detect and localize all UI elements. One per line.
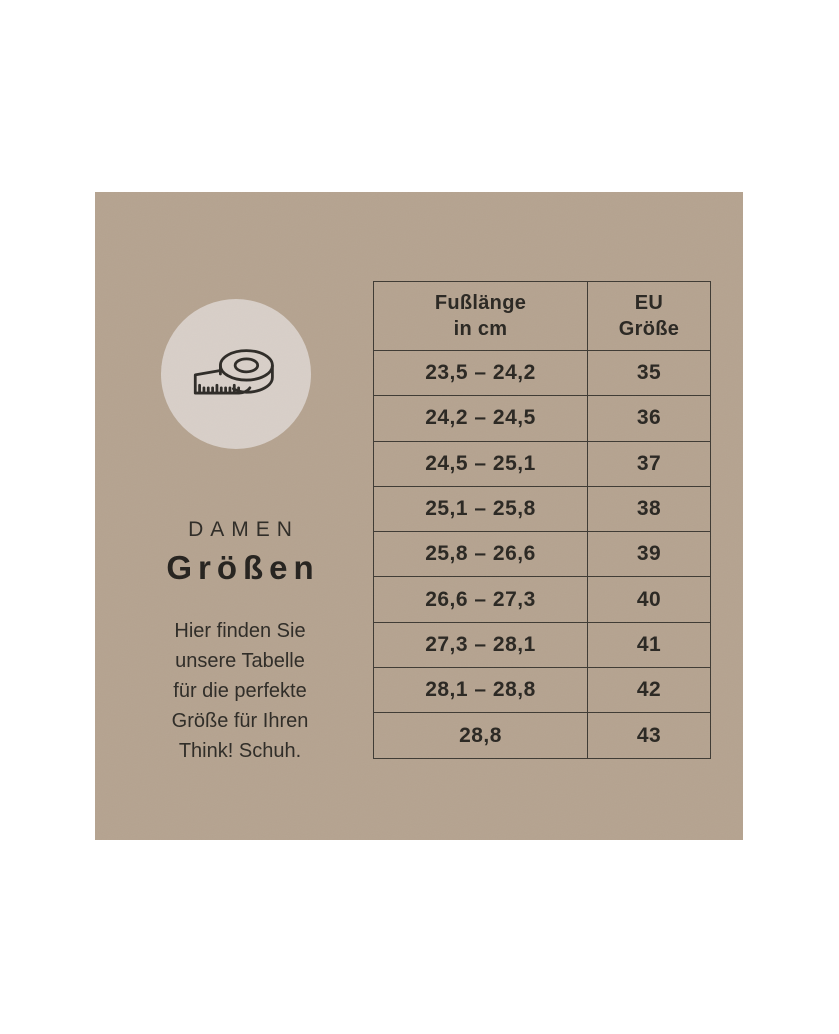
eu-size-cell: 41 [588,622,711,667]
foot-length-cell: 24,5 – 25,1 [374,441,588,486]
measuring-tape-icon [184,330,288,418]
eu-size-cell: 42 [588,668,711,713]
size-chart-card [95,192,743,840]
section-title: Größen [166,549,320,586]
eu-size-cell: 37 [588,441,711,486]
table-row [374,396,711,441]
foot-length-cell: 28,8 [374,713,588,758]
size-table-body [374,351,711,759]
table-row [374,622,711,667]
header-foot-length [374,282,588,351]
table-row [374,532,711,577]
table-row [374,668,711,713]
size-table-header [374,282,711,351]
foot-length-cell: 25,8 – 26,6 [374,532,588,577]
table-header-row [374,282,711,351]
intro-description-line: Hier finden Sie [174,620,306,642]
size-table [373,281,711,759]
foot-length-cell: 27,3 – 28,1 [374,622,588,667]
table-row [374,351,711,396]
intro-description-line: unsere Tabelle [175,650,305,672]
section-kicker: DAMEN [188,518,299,541]
header-eu-size-line2: Größe [618,318,680,340]
eu-size-cell: 38 [588,486,711,531]
foot-length-cell: 28,1 – 28,8 [374,668,588,713]
table-row [374,577,711,622]
foot-length-cell: 23,5 – 24,2 [374,351,588,396]
foot-length-cell: 26,6 – 27,3 [374,577,588,622]
header-eu-size-line1: EU [634,292,664,314]
eu-size-cell: 43 [588,713,711,758]
eu-size-cell: 35 [588,351,711,396]
header-eu-size [588,282,711,351]
intro-block [111,518,369,766]
header-foot-length-line2: in cm [453,318,508,340]
table-row [374,713,711,758]
foot-length-cell: 25,1 – 25,8 [374,486,588,531]
table-row [374,441,711,486]
intro-description-line: für die perfekte [173,680,307,702]
header-foot-length-line1: Fußlänge [434,292,527,314]
eu-size-cell: 36 [588,396,711,441]
table-row [374,486,711,531]
intro-description-line: Think! Schuh. [178,740,302,762]
eu-size-cell: 39 [588,532,711,577]
intro-description-line: Größe für Ihren [171,710,309,732]
eu-size-cell: 40 [588,577,711,622]
intro-description [111,616,369,766]
measuring-tape-badge [161,299,311,449]
foot-length-cell: 24,2 – 24,5 [374,396,588,441]
